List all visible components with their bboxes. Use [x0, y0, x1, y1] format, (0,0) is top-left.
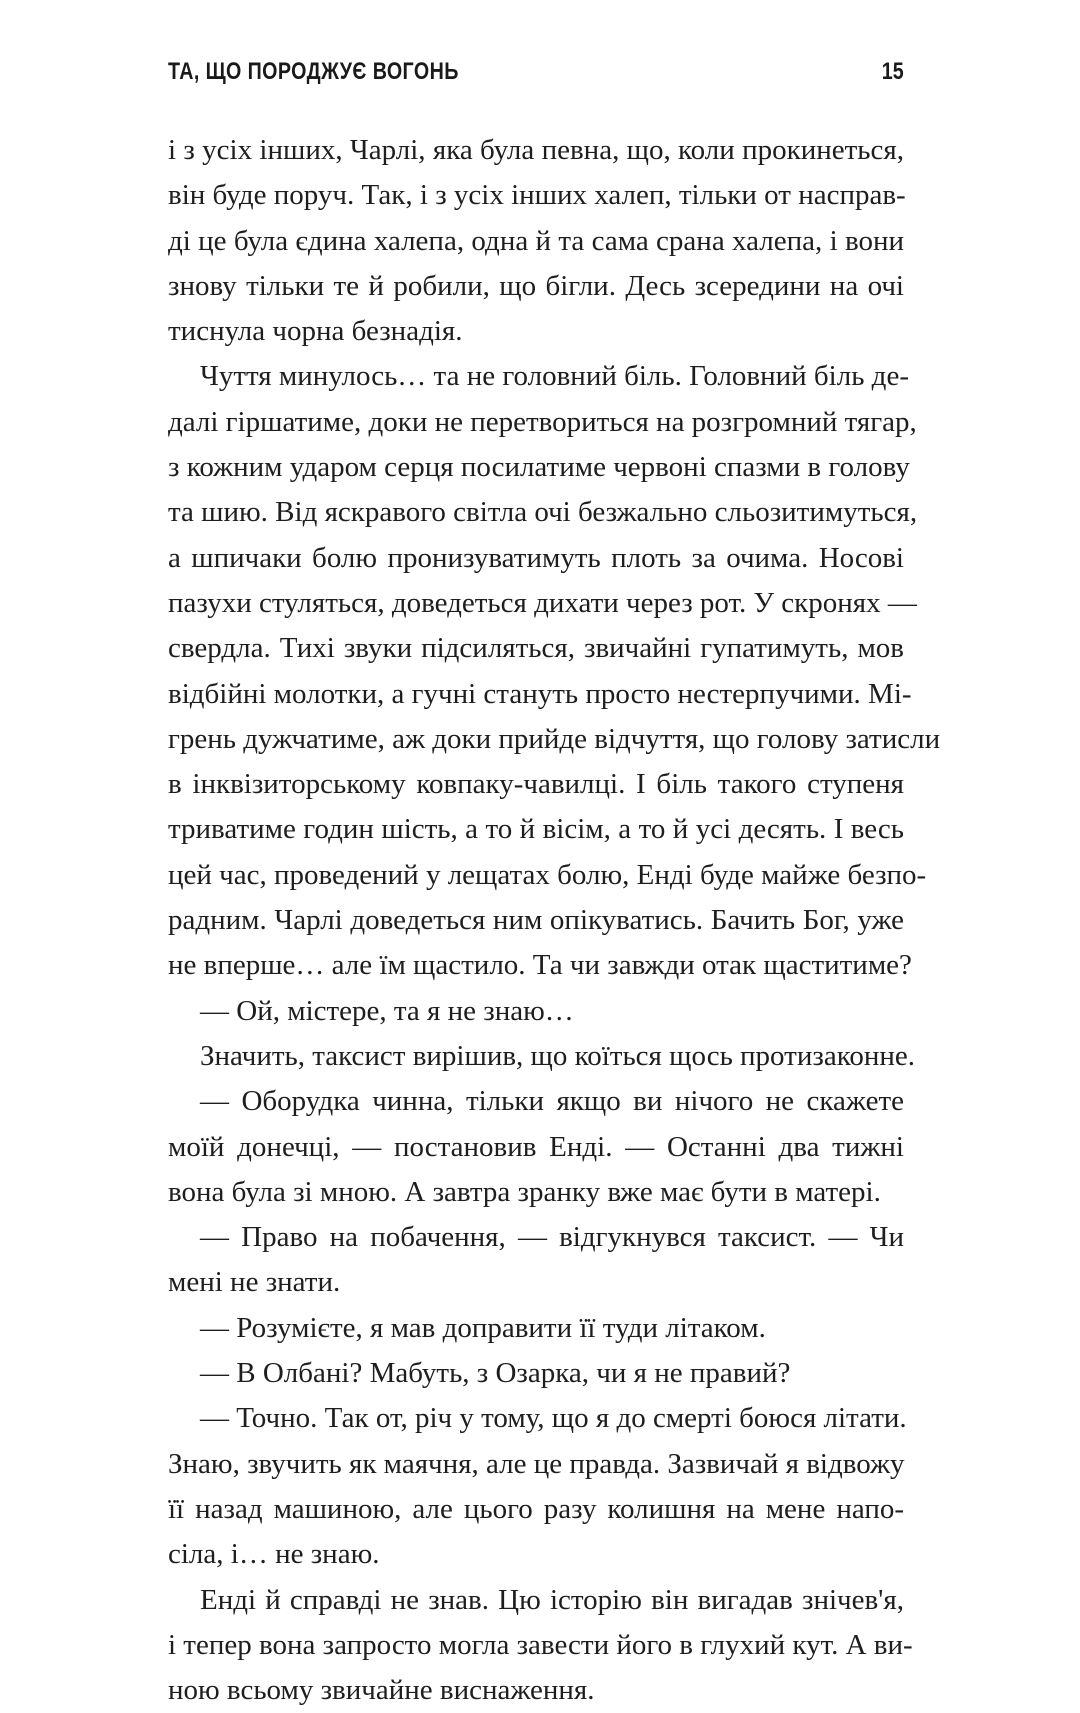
text-line: не вперше… але їм щастило. Та чи завжди отак щаститиме?: [168, 949, 912, 982]
text-line: Енді й справді не знав. Цю історію він вигадав знічев'я,: [200, 1583, 904, 1616]
text-line: — Ой, містере, та я не знаю…: [200, 994, 574, 1027]
text-line: Значить, таксист вирішив, що коїться щось протизаконне.: [200, 1039, 915, 1072]
text-line: знову тільки те й робили, що бігли. Десь зсередини на очі: [168, 269, 904, 302]
running-title: ТА, ЩО ПОРОДЖУЄ ВОГОНЬ: [168, 58, 459, 85]
text-line: свердла. Тихі звуки підсиляться, звичайні гупатимуть, мов: [168, 632, 904, 665]
text-line: пазухи стуляться, доведеться дихати через рот. У скронях —: [168, 586, 917, 619]
text-line: в інквізиторському ковпаку-чавилці. І біль такого ступеня: [168, 768, 904, 801]
text-line: — Розумієте, я мав доправити її туди літаком.: [200, 1311, 766, 1344]
text-line: а шпичаки болю пронизуватимуть плоть за очима. Носові: [168, 541, 904, 574]
text-line: грень дужчатиме, аж доки прийде відчуття, що голову затисли: [168, 722, 941, 755]
text-line: ною всьому звичайне виснаження.: [168, 1674, 595, 1707]
text-line: — Точно. Так от, річ у тому, що я до смерті боюся літати.: [200, 1402, 907, 1435]
running-head: [168, 58, 904, 98]
text-line: і тепер вона запросто могла завести його в глухий кут. А ви-: [168, 1628, 913, 1661]
text-line: моїй донечці, — постановив Енді. — Останні два тижні: [168, 1130, 904, 1163]
text-line: сіла, і… не знаю.: [168, 1538, 380, 1571]
text-line: з кожним ударом серця посилатиме червоні спазми в голову: [168, 451, 910, 484]
text-line: Чуття минулось… та не головний біль. Головний біль де-: [200, 360, 909, 393]
text-line: триватиме годин шість, а то й вісім, а то й усі десять. І весь: [168, 813, 904, 846]
text-line: Знаю, звучить як маячня, але це правда. Зазвичай я відвожу: [168, 1447, 905, 1480]
text-line: ді це була єдина халепа, одна й та сама срана халепа, і вони: [168, 224, 904, 257]
text-line: і з усіх інших, Чарлі, яка була певна, що, коли прокинеться,: [168, 134, 904, 166]
page-number: 15: [882, 58, 904, 85]
text-line: її назад машиною, але цього разу колишня на мене напо-: [168, 1492, 904, 1525]
text-line: вона була зі мною. А завтра зранку вже має бути в матері.: [168, 1175, 881, 1208]
text-line: та шию. Від яскравого світла очі безжально сльозитимуться,: [168, 496, 918, 529]
text-line: далі гіршатиме, доки не перетвориться на розгромний тягар,: [168, 405, 917, 438]
text-line: — В Олбані? Мабуть, з Озарка, чи я не правий?: [200, 1357, 791, 1390]
text-line: мені не знати.: [168, 1266, 341, 1299]
text-line: тиснула чорна безнадія.: [168, 315, 463, 348]
text-line: — Оборудка чинна, тільки якщо ви нічого не скажете: [200, 1085, 904, 1118]
text-line: — Право на побачення, — відгукнувся таксист. — Чи: [200, 1221, 904, 1254]
body-text: [168, 128, 941, 1713]
text-line: відбійні молотки, а гучні стануть просто нестерпучими. Мі-: [168, 677, 912, 710]
text-line: цей час, проведений у лещатах болю, Енді буде майже безпо-: [168, 858, 927, 891]
text-line: радним. Чарлі доведеться ним опікуватись. Бачить Бог, уже: [168, 904, 904, 937]
text-line: він буде поруч. Так, і з усіх інших халеп, тільки от насправ-: [168, 179, 906, 212]
